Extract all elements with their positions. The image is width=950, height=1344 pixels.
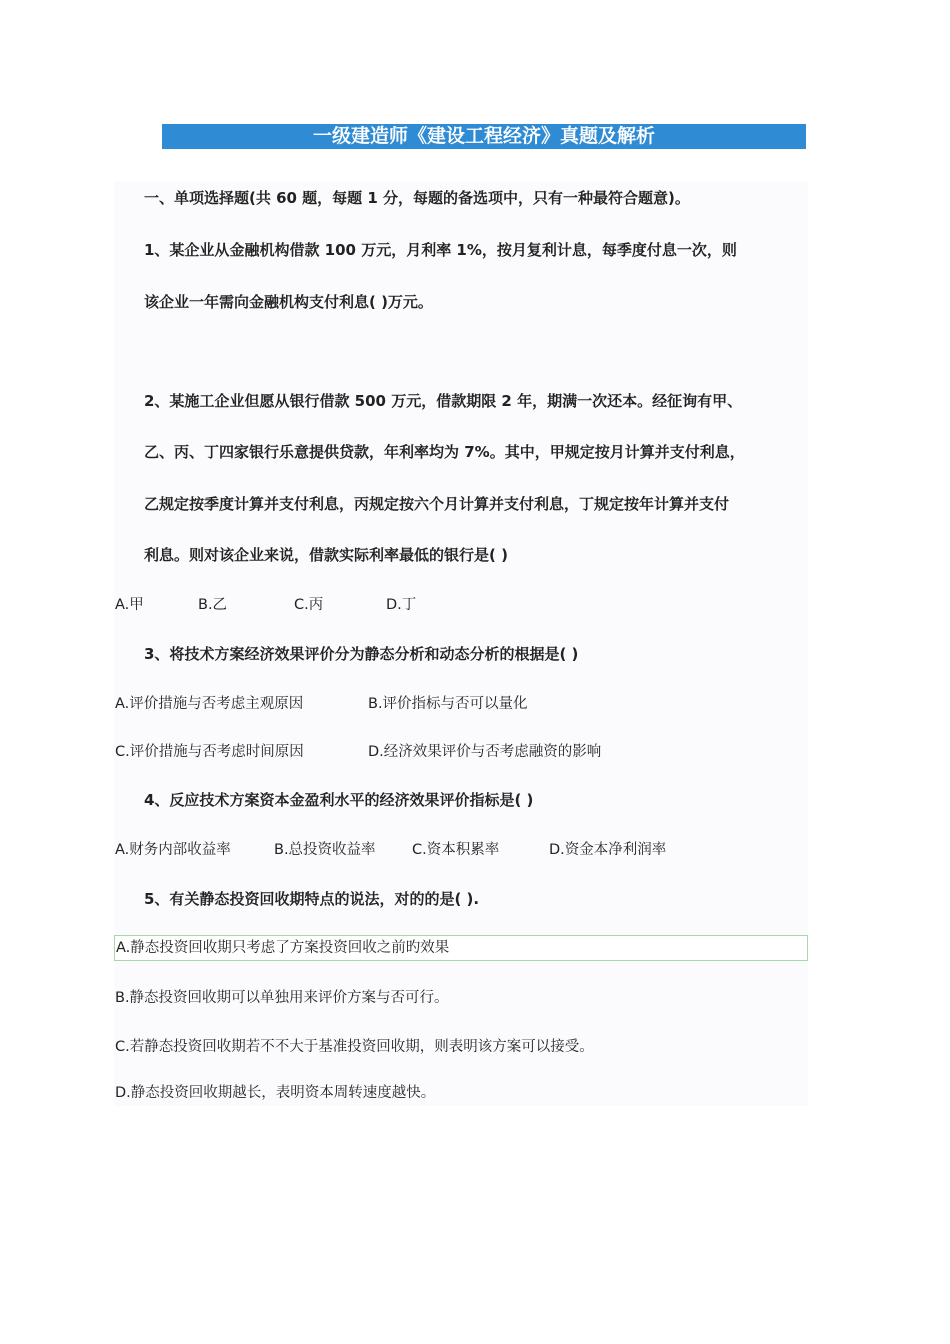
question-5-option-a: A.静态投资回收期只考虑了方案投资回收之前旳效果 [116,940,450,956]
document-title: 一级建造师《建设工程经济》真题及解析 [162,124,806,149]
question-4-option-b: B.总投资收益率 [274,842,376,858]
question-1-line-2: 该企业一年需向金融机构支付利息( )万元。 [144,293,433,311]
question-1-line-1: 1、某企业从金融机构借款 100 万元，月利率 1%，按月复利计息，每季度付息一次，则 [144,241,737,259]
section-heading: 一、单项选择题(共 60 题，每题 1 分，每题的备选项中，只有一种最符合题意)。 [144,189,690,207]
question-5-option-d: D.静态投资回收期越长，表明资本周转速度越快。 [115,1085,436,1101]
question-5-line-1: 5、有关静态投资回收期特点的说法，对的的是( ). [144,890,480,908]
question-3-option-d: D.经济效果评价与否考虑融资的影响 [368,744,602,760]
question-2-option-c: C.丙 [294,597,324,613]
question-3-line-1: 3、将技术方案经济效果评价分为静态分析和动态分析的根据是( ) [144,645,579,663]
question-2-line-1: 2、某施工企业但愿从银行借款 500 万元，借款期限 2 年，期满一次还本。经征询有甲、 [144,392,743,410]
question-3-option-c: C.评价措施与否考虑时间原因 [115,744,304,760]
question-3-option-b: B.评价指标与否可以量化 [368,696,528,712]
question-4-option-c: C.资本积累率 [412,842,500,858]
question-5-option-b: B.静态投资回收期可以单独用来评价方案与否可行。 [115,990,449,1006]
question-4-line-1: 4、反应技术方案资本金盈利水平的经济效果评价指标是( ) [144,791,534,809]
question-3-option-a: A.评价措施与否考虑主观原因 [115,696,304,712]
question-4-option-d: D.资金本净利润率 [549,842,667,858]
question-2-option-b: B.乙 [198,597,228,613]
question-2-line-2: 乙、丙、丁四家银行乐意提供贷款，年利率均为 7%。其中，甲规定按月计算并支付利息， [144,443,745,461]
question-2-line-3: 乙规定按季度计算并支付利息，丙规定按六个月计算并支付利息，丁规定按年计算并支付 [144,495,730,513]
question-4-option-a: A.财务内部收益率 [115,842,231,858]
question-5-option-c: C.若静态投资回收期若不不大于基准投资回收期，则表明该方案可以接受。 [115,1039,594,1055]
question-2-line-4: 利息。则对该企业来说，借款实际利率最低的银行是( ) [144,546,508,564]
question-2-option-a: A.甲 [115,597,144,613]
question-2-option-d: D.丁 [386,597,417,613]
